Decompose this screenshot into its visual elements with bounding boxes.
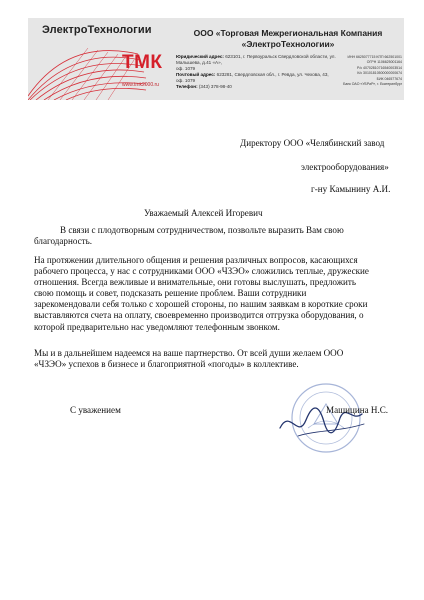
paragraph-line: выставляются счета на оплату, своевременно производится отгрузка оборудования, о	[34, 310, 364, 321]
company-stamp	[292, 384, 360, 452]
bank-details	[342, 55, 402, 87]
company-name-line2: «ЭлектроТехнологии»	[241, 38, 335, 49]
postal-address-line	[176, 72, 338, 78]
brand-name: ЭлектроТехнологии	[42, 24, 152, 36]
legal-address-office: оф. 1079	[176, 66, 196, 72]
legal-address-line	[176, 54, 338, 66]
paragraph-line: Мы и в дальнейшем надеемся на ваше партнерство. От всей души желаем ООО	[34, 348, 344, 358]
phone-number: (343) 378-98-40	[198, 84, 232, 90]
signatory-name: Машицина Н.С.	[326, 405, 389, 415]
recipient-line3: г-ну Камынину А.И.	[311, 184, 391, 194]
closing-regards: С уважением	[70, 405, 121, 415]
bank-line: Банк ОАО «УБРиР», г. Екатеринбург	[343, 82, 402, 87]
paragraph-line: рабочего процесса, у нас с сотрудниками ООО «ЧЗЭО» сложились теплые, дружеские	[34, 266, 369, 277]
logo-letters: ТМК	[122, 52, 163, 73]
paragraph-line: благодарность.	[34, 236, 93, 247]
company-name-line1: ООО «Торговая Межрегиональная Компания	[193, 28, 383, 38]
bank-line: ИНН 6625077715 КПП 662501001	[347, 55, 402, 59]
paragraph-line: которой предварительно нас уведомляют телефонным звонком.	[34, 321, 280, 332]
greeting: Уважаемый Алексей Игоревич	[144, 208, 263, 218]
recipient-line2: электрооборудования»	[301, 162, 389, 172]
postal-address: 623281, Свердловская обл., г. Ревда, ул. Чехова, 43,	[216, 72, 329, 78]
paragraph-line: На протяжении длительного общения и решения различных вопросов, касающихся	[34, 255, 358, 265]
company-addresses	[176, 54, 338, 91]
paragraph-line: зарекомендовали себя только с хорошей стороны, по нашим заявкам в короткие сроки	[34, 299, 368, 310]
postal-address-office: оф. 1079	[176, 78, 196, 84]
legal-address: 623101, г. Первоуральск Свердловской области, ул. Малышева, д.41 «А»,	[176, 54, 336, 66]
bank-line: БИК 046577674	[376, 76, 402, 81]
phone-line	[176, 84, 338, 90]
bank-line: ОГРН 1106625001164	[366, 60, 402, 65]
paragraph-line: свою помощь и совет, подсказать решение проблем. Ваши сотрудники	[34, 288, 307, 299]
paragraph-closing	[34, 348, 396, 370]
paragraph-intro	[34, 225, 396, 247]
bank-line: Р/с 40702810716540003514	[357, 65, 402, 70]
company-name	[172, 28, 404, 49]
bank-line: К/с 30101810500000000674	[357, 71, 402, 76]
paragraph-line: В связи с плодотворным сотрудничеством, позвольте выразить Вам свою	[60, 225, 344, 235]
stamp-signature	[268, 378, 380, 456]
phone-label: Телефон:	[176, 84, 198, 90]
recipient-line1: Директору ООО «Челябинский завод	[240, 138, 385, 148]
paragraph-line: «ЧЗЭО» успехов в бизнесе и благоприятной «погоды» в коллективе.	[34, 359, 299, 370]
legal-address-label: Юридический адрес:	[176, 54, 224, 59]
postal-address-label: Почтовый адрес:	[176, 72, 216, 78]
paragraph-line: отношения. Всегда вежливые и внимательные, они готовы выслушать, предложить	[34, 277, 357, 288]
paragraph-body	[34, 255, 396, 333]
website-link[interactable]: www.tmk2000.ru	[122, 82, 159, 88]
